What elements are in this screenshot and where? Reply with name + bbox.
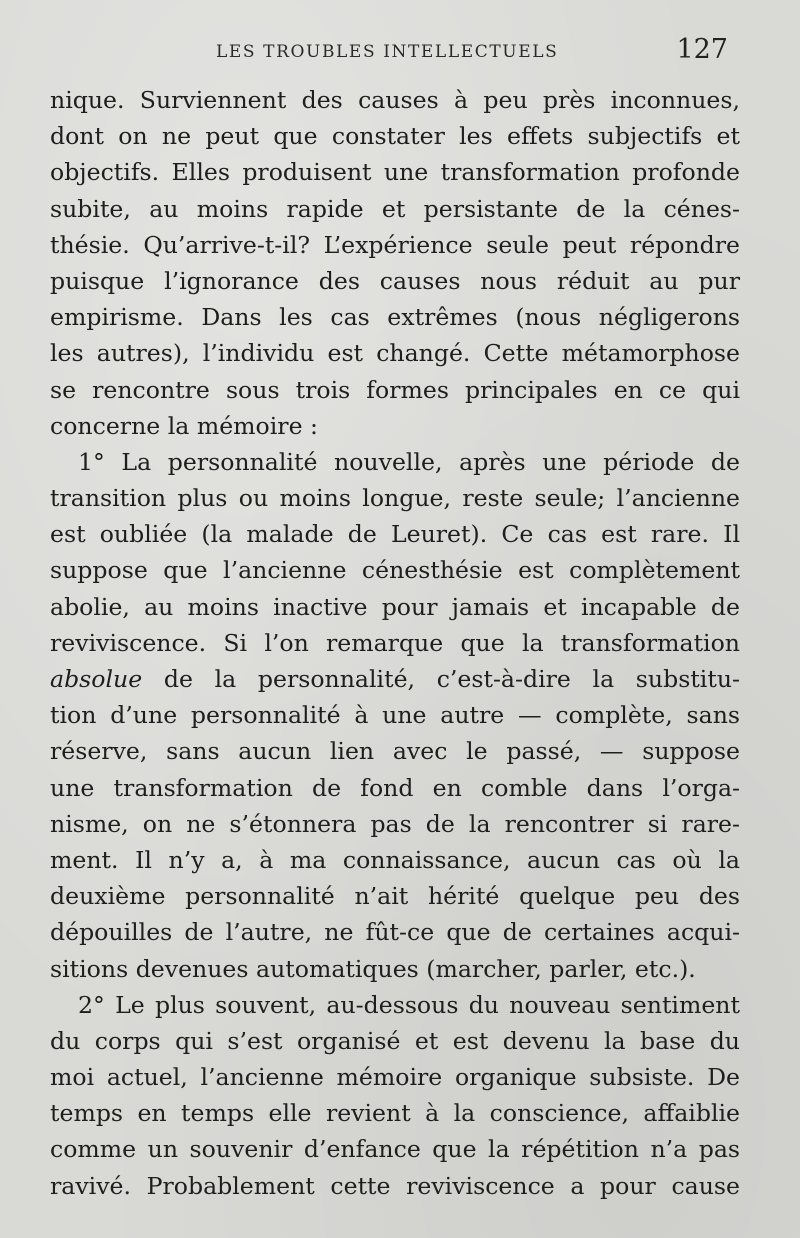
text-line-rest: de la personnalité, c’est-à-dire la substitu- — [163, 665, 741, 693]
text-line: suppose que l’ancienne cénesthésie est complètement — [50, 556, 740, 585]
text-line: puisque l’ignorance des causes nous réduit au pur — [50, 266, 740, 295]
text-line: reviviscence. Si l’on remarque que la transformation — [50, 628, 740, 657]
text-line: nique. Surviennent des causes à peu près inconnues, — [50, 86, 740, 114]
text-line: moi actuel, l’ancienne mémoire organique subsiste. De — [50, 1063, 740, 1092]
text-line: thésie. Qu’arrive-t-il? L’expérience seule peut répondre — [50, 230, 740, 259]
text-line: transition plus ou moins longue, reste seule; l’ancienne — [50, 484, 740, 513]
text-line: sitions devenues automatiques (marcher, parler, etc.). — [50, 954, 696, 983]
text-line: temps en temps elle revient à la conscience, affaiblie — [50, 1099, 740, 1128]
running-title: LES TROUBLES INTELLECTUELS — [216, 42, 559, 62]
text-line-with-italic — [50, 661, 740, 697]
text-line: est oubliée (la malade de Leuret). Ce cas est rare. Il — [50, 520, 740, 549]
text-line: ravivé. Probablement cette reviviscence a pour cause — [50, 1171, 740, 1200]
text-line: ment. Il n’y a, à ma connaissance, aucun cas où la — [50, 845, 740, 874]
text-line: du corps qui s’est organisé et est devenu la base du — [50, 1026, 740, 1055]
text-line: objectifs. Elles produisent une transformation profonde — [50, 158, 740, 187]
text-line: 1° La personnalité nouvelle, après une période de — [78, 447, 740, 476]
running-head — [0, 34, 800, 74]
text-line: abolie, au moins inactive pour jamais et incapable de — [50, 592, 740, 621]
text-line: dont on ne peut que constater les effets subjectifs et — [50, 122, 740, 151]
text-line: subite, au moins rapide et persistante de la cénes- — [50, 194, 740, 223]
text-line: une transformation de fond en comble dans l’orga- — [50, 773, 740, 802]
text-line: concerne la mémoire : — [50, 411, 318, 440]
text-line: dépouilles de l’autre, ne fût-ce que de certaines acqui- — [50, 918, 740, 947]
text-line: nisme, on ne s’étonnera pas de la rencontrer si rare- — [50, 809, 740, 838]
body-text — [50, 82, 740, 1204]
text-line: empirisme. Dans les cas extrêmes (nous négligerons — [50, 303, 740, 332]
text-line: comme un souvenir d’enfance que la répétition n’a pas — [50, 1135, 740, 1164]
page-number: 127 — [676, 34, 728, 65]
text-line: 2° Le plus souvent, au-dessous du nouveau sentiment — [78, 990, 740, 1019]
text-line: deuxième personnalité n’ait hérité quelque peu des — [50, 882, 740, 911]
text-line: tion d’une personnalité à une autre — complète, sans — [50, 701, 740, 730]
text-line: les autres), l’individu est changé. Cette métamorphose — [50, 339, 740, 368]
text-line: réserve, sans aucun lien avec le passé, — suppose — [50, 737, 740, 766]
text-line: se rencontre sous trois formes principales en ce qui — [50, 375, 740, 404]
italic-word: absolue — [50, 665, 143, 693]
